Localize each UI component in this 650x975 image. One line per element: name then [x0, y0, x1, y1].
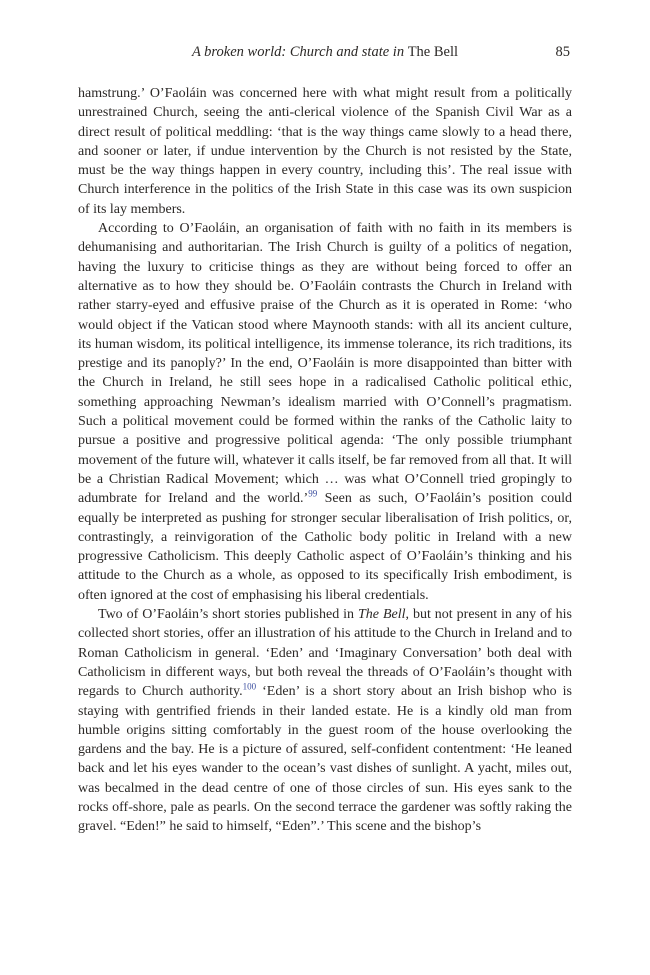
page-number: 85 — [555, 44, 570, 60]
paragraph-3-text-final: ‘Eden’ is a short story about an Irish bishop who is staying with gentrified friends in their landed estate. He is a kindly old man from humble origins sitting comfortably in the guest room of the house overlooking the gardens and the bay. He is a picture of assured, self-confident contentment: ‘He leaned back and let his eyes wander to the ocean’s vast dishes of sunlight. A yacht, miles out, was becalmed in the dead centre of one of those circles of sun. His eyes sank to the rocks off-shore, pale as pearls. On the second terrace the gardener was softly raking the gravel. “Eden!” he said to himself, “Eden”.’ This scene and the bishop’s — [78, 684, 572, 835]
paragraph-2-text-continued: Seen as such, O’Faoláin’s position could equally be interpreted as pushing for stronger secular liberalisation of Irish politics, or, contrastingly, a reinvigoration of the Catholic body politic in Ireland with a new progressive Catholicism. This deeply Catholic aspect of O’Faoláin’s thinking and his attitude to the Church as a whole, as opposed to its specifically Irish embodiment, is often ignored at the cost of emphasising his liberal credentials. — [78, 491, 572, 603]
footnote-ref-99[interactable]: 99 — [308, 488, 318, 499]
paragraph-2 — [78, 219, 572, 605]
page-body — [78, 84, 572, 837]
paragraph-1-text: hamstrung.’ O’Faoláin was concerned here with what might result from a politically unrestrained Church, seeing the anti-clerical violence of the Spanish Civil War as a direct result of political meddling: ‘that is the way things came slowly to a head there, and sooner or later, if undue intervention by the Church is not resisted by the State, must be the way things happen in every country, including this’. The real issue with Church interference in the politics of the Irish State in this case was its own suspicion of its lay members. — [78, 86, 572, 217]
paragraph-3-book-title-italic: The Bell — [358, 607, 406, 623]
footnote-ref-100[interactable]: 100 — [242, 681, 257, 692]
paragraph-3-text: Two of O’Faoláin’s short stories published in — [98, 607, 359, 623]
running-head-title-italic: A broken world: Church and state in — [191, 44, 408, 60]
running-head — [78, 43, 572, 61]
paragraph-2-text: According to O’Faoláin, an organisation of faith with no faith in its members is dehumanising and authoritarian. The Irish Church is guilty of a politics of negation, having the luxury to criticise things as they are without being forced to offer an alternative as to how they should be. O’Faoláin contrasts the Church in Ireland with rather starry-eyed and effusive praise of the Church as it is operated in Rome: ‘who would object if the Vatican stood where Maynooth stands: with all its ancient culture, its human wisdom, its political intelligence, its immense tolerance, its rich traditions, its prestige and its panoply?’ In the end, O’Faoláin is more disappointed than bitter with the Church in Ireland, he still sees hope in a radicalised Catholic political ethic, something approaching Newman’s idealism married with O’Connell’s pragmatism. Such a political movement could be formed within the ranks of the Catholic laity to pursue a positive and progressive political agenda: ‘The only possible triumphant movement of the future will, whatever it calls itself, be far removed from all that. It will be a Christian Radical Movement; which … was what O’Connell tried gropingly to adumbrate for Ireland and the world.’ — [78, 221, 572, 507]
running-head-title-roman: The Bell — [407, 44, 459, 60]
paragraph-1 — [78, 84, 572, 219]
paragraph-3-text-continued: , but not present in any of his collected short stories, offer an illustration of his attitude to the Church in Ireland and to Roman Catholicism in general. ‘Eden’ and ‘Imaginary Conversation’ both deal with Catholicism in different ways, but both reveal the threads of O’Faoláin’s thought with regards to Church authority. — [78, 607, 572, 700]
paragraph-3 — [78, 605, 572, 837]
page-header — [78, 43, 572, 61]
